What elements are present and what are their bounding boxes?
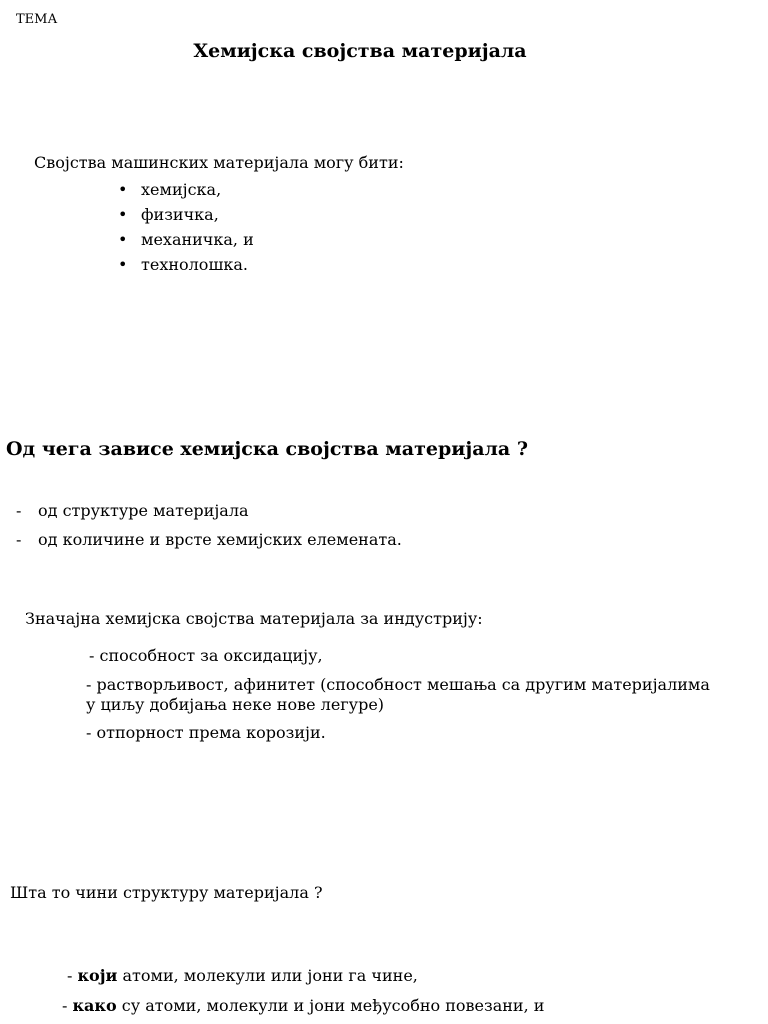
emphasis-word: који bbox=[77, 966, 118, 985]
topic-label: ТЕМА bbox=[16, 12, 58, 27]
intro-text: Својства машинских материјала могу бити: bbox=[34, 153, 404, 172]
dash-marker: - bbox=[62, 996, 73, 1015]
list-item bbox=[16, 530, 402, 549]
list-item-text: од количине и врсте хемијских елемената. bbox=[38, 530, 402, 549]
list-item-text: од структуре материјала bbox=[38, 501, 249, 520]
list-item bbox=[16, 501, 249, 520]
list-item: • физичка, bbox=[118, 202, 254, 227]
list-item: - отпорност према корозији. bbox=[86, 723, 326, 742]
dash-marker: - bbox=[67, 966, 78, 985]
list-item: • хемијска, bbox=[118, 177, 254, 202]
list-item bbox=[67, 966, 418, 985]
list-item: • технолошка. bbox=[118, 252, 254, 277]
list-item: • механичка, и bbox=[118, 227, 254, 252]
industrial-heading: Значајна хемијска својства материјала за индустрију: bbox=[25, 609, 483, 628]
emphasis-word: како bbox=[72, 996, 117, 1015]
dash-marker: - bbox=[16, 530, 22, 549]
page-title: Хемијска својства материјала bbox=[193, 40, 527, 62]
list-item-text: атоми, молекули или јони га чине, bbox=[117, 966, 418, 985]
list-item: - растворљивост, афинитет (способност мешања са другим материјалима bbox=[86, 675, 710, 694]
property-types-list bbox=[118, 177, 254, 277]
section-heading-dependence: Од чега зависе хемијска својства материјала ? bbox=[6, 438, 528, 460]
list-item-text: су атоми, молекули и јони међусобно повезани, и bbox=[116, 996, 545, 1015]
dash-marker: - bbox=[16, 501, 22, 520]
list-item-continuation: у циљу добијања неке нове легуре) bbox=[86, 695, 385, 714]
section-question-structure: Шта то чини структуру материјала ? bbox=[10, 883, 323, 902]
list-item: - способност за оксидацију, bbox=[89, 646, 323, 665]
list-item bbox=[62, 996, 544, 1015]
